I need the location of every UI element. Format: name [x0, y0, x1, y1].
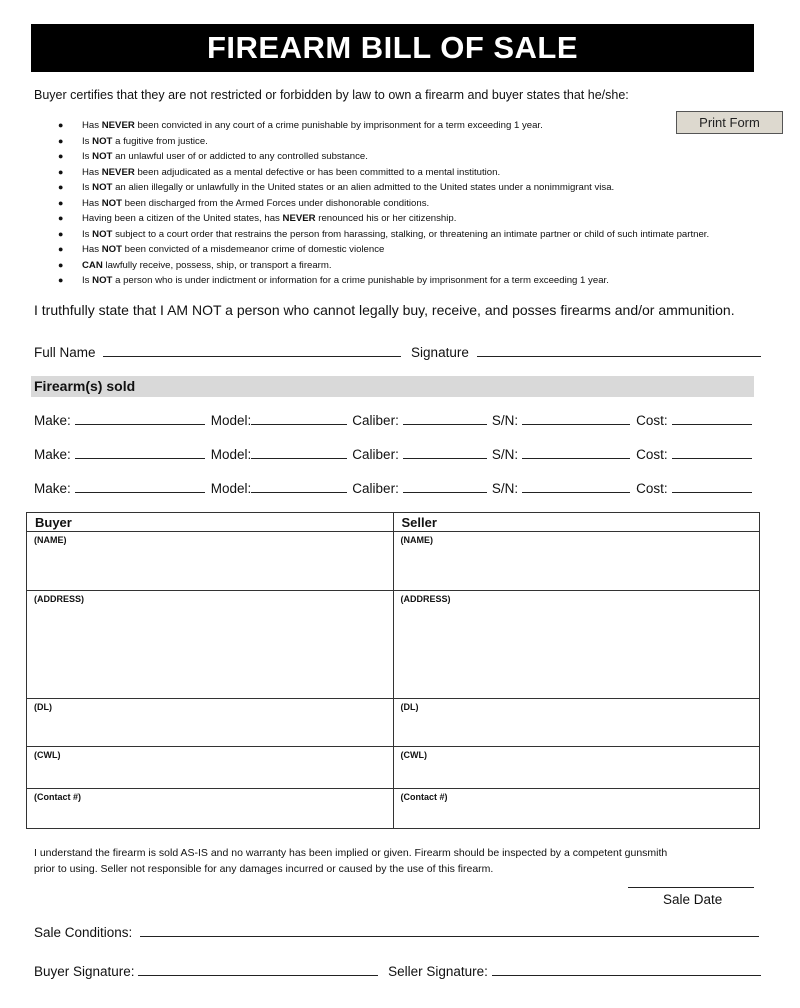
seller-heading: Seller [394, 513, 760, 532]
seller-signature-label: Seller Signature: [388, 964, 488, 979]
sale-conditions-field[interactable] [140, 923, 759, 937]
bullet-icon: ● [58, 151, 64, 161]
firearm-make-field[interactable] [75, 479, 205, 493]
bullet-icon: ● [58, 197, 64, 208]
firearm-row [34, 479, 752, 496]
certification-item [58, 227, 758, 243]
as-is-disclaimer: I understand the firearm is sold AS-IS and no warranty has been implied or given. Firearm should be inspected by a competent gunsmith prior to using. Seller not responsible for any damages incurred or caused by the use of this firearm. [34, 847, 668, 875]
certification-text: a person who is under indictment or information for a crime punishable by imprisonment for a term exceeding 1 year. [112, 275, 609, 286]
certification-emphasis: CAN [82, 259, 103, 271]
certification-text: Is [82, 275, 93, 286]
certification-item [58, 118, 758, 134]
certification-text: been adjudicated as a mental defective or has been committed to a mental institution. [134, 166, 501, 178]
firearm-model-field[interactable] [251, 445, 347, 459]
certification-list [58, 118, 758, 289]
firearm-sn-field[interactable] [522, 445, 630, 459]
signature-field[interactable] [477, 343, 761, 357]
certification-emphasis: NOT [92, 135, 113, 147]
buyer-cwl-cell[interactable]: (CWL) [27, 747, 393, 789]
certification-item [58, 211, 758, 227]
full-name-field[interactable] [103, 343, 401, 357]
certification-text: Has [82, 197, 102, 209]
certification-text: Having been a citizen of the United states, has [82, 213, 283, 224]
firearm-cost-label: Cost: [636, 481, 668, 496]
certification-text: an alien illegally or unlawfully in the United states or an alien admitted to the United states under a nonimmigrant visa. [112, 182, 615, 193]
signature-label: Signature [411, 345, 469, 360]
buyer-heading: Buyer [27, 513, 393, 532]
certification-text: Has [82, 166, 102, 178]
firearm-model-label: Model: [210, 447, 252, 462]
certification-item [58, 165, 758, 181]
buyer-column [27, 513, 393, 828]
certification-text: Is [82, 182, 93, 193]
certification-text: Is [82, 135, 93, 147]
certification-item [58, 134, 758, 150]
certification-emphasis: NOT [101, 197, 122, 209]
firearm-model-field[interactable] [251, 411, 347, 425]
seller-column [393, 513, 760, 828]
firearm-caliber-field[interactable] [403, 411, 487, 425]
firearm-make-label: Make: [34, 413, 71, 428]
certification-text: subject to a court order that restrains the person from harassing, stalking, or threatening an intimate partner or child of such intimate partner. [112, 228, 710, 240]
seller-contact-cell[interactable]: (Contact #) [400, 792, 448, 802]
firearm-cost-field[interactable] [672, 411, 752, 425]
certification-emphasis: NOT [92, 275, 113, 286]
certification-emphasis: NOT [101, 244, 122, 255]
firearm-sn-label: S/N: [491, 413, 519, 428]
firearm-make-field[interactable] [75, 445, 205, 459]
buyer-signature-field[interactable] [138, 962, 378, 976]
certification-text: a fugitive from justice. [112, 135, 208, 147]
firearm-sn-field[interactable] [522, 479, 630, 493]
certification-text: been convicted of a misdemeanor crime of domestic violence [122, 244, 385, 255]
certification-text: Has [82, 244, 102, 255]
firearm-make-field[interactable] [75, 411, 205, 425]
bullet-icon: ● [58, 120, 64, 130]
sale-date-field[interactable] [628, 874, 754, 888]
firearm-caliber-label: Caliber: [352, 447, 399, 462]
seller-cwl-cell[interactable]: (CWL) [394, 747, 760, 789]
certification-item [58, 196, 758, 212]
buyer-signature-label: Buyer Signature: [34, 964, 135, 979]
seller-signature-field[interactable] [492, 962, 761, 976]
seller-dl-cell[interactable]: (DL) [394, 699, 760, 747]
certification-text: been discharged from the Armed Forces under dishonorable conditions. [122, 197, 430, 209]
firearm-sn-field[interactable] [522, 411, 630, 425]
certification-item [58, 180, 758, 196]
firearm-make-label: Make: [34, 481, 71, 496]
bullet-icon: ● [58, 135, 64, 146]
certification-text: Has [82, 120, 102, 131]
seller-name-cell[interactable]: (NAME) [394, 532, 760, 591]
firearm-make-label: Make: [34, 447, 71, 462]
bullet-icon: ● [58, 244, 64, 254]
full-name-row [34, 343, 761, 360]
certification-emphasis: NOT [92, 151, 113, 162]
firearm-row [34, 445, 752, 462]
sale-conditions-label: Sale Conditions: [34, 925, 133, 940]
firearm-caliber-label: Caliber: [352, 413, 399, 428]
certification-emphasis: NEVER [101, 120, 135, 131]
truth-statement: I truthfully state that I AM NOT a person who cannot legally buy, receive, and posses firearms and/or ammunition. [34, 302, 735, 318]
certification-emphasis: NOT [92, 182, 113, 193]
firearm-cost-field[interactable] [672, 445, 752, 459]
bullet-icon: ● [58, 182, 64, 192]
signatures-row [34, 962, 761, 979]
firearm-caliber-field[interactable] [403, 479, 487, 493]
firearm-sn-label: S/N: [491, 447, 519, 462]
buyer-dl-cell[interactable]: (DL) [27, 699, 393, 747]
certification-item [58, 258, 758, 274]
certification-text: Is [82, 151, 93, 162]
party-info-table [26, 512, 760, 829]
bullet-icon: ● [58, 275, 64, 285]
firearm-model-field[interactable] [251, 479, 347, 493]
bullet-icon: ● [58, 213, 64, 223]
certification-item [58, 149, 758, 165]
firearm-cost-field[interactable] [672, 479, 752, 493]
sale-conditions-row [34, 923, 759, 940]
certification-item [58, 242, 758, 258]
seller-address-cell[interactable]: (ADDRESS) [394, 591, 760, 699]
firearm-sn-label: S/N: [491, 481, 519, 496]
print-form-button[interactable]: Print Form [676, 111, 783, 134]
certification-text: Is [82, 228, 93, 240]
firearms-sold-heading: Firearm(s) sold [31, 376, 754, 397]
bullet-icon: ● [58, 228, 64, 239]
buyer-address-cell[interactable]: (ADDRESS) [27, 591, 393, 699]
sale-date-label: Sale Date [663, 892, 723, 907]
buyer-name-cell[interactable]: (NAME) [27, 532, 393, 591]
certification-emphasis: NEVER [282, 213, 316, 224]
bullet-icon: ● [58, 166, 64, 177]
firearm-cost-label: Cost: [636, 413, 668, 428]
certification-text: an unlawful user of or addicted to any controlled substance. [112, 151, 368, 162]
firearm-model-label: Model: [210, 481, 252, 496]
certification-text: been convicted in any court of a crime punishable by imprisonment for a term exceeding 1 year. [134, 120, 543, 131]
buyer-contact-cell[interactable]: (Contact #) [34, 792, 81, 802]
firearm-row [34, 411, 752, 428]
form-title: FIREARM BILL OF SALE [31, 24, 754, 72]
certification-text: renounced his or her citizenship. [315, 213, 457, 224]
firearm-model-label: Model: [210, 413, 252, 428]
firearm-cost-label: Cost: [636, 447, 668, 462]
bullet-icon: ● [58, 259, 64, 270]
firearm-caliber-field[interactable] [403, 445, 487, 459]
firearm-caliber-label: Caliber: [352, 481, 399, 496]
certification-item [58, 273, 758, 289]
certification-emphasis: NOT [92, 228, 113, 240]
certification-text: lawfully receive, possess, ship, or transport a firearm. [102, 259, 332, 271]
full-name-label: Full Name [34, 345, 96, 360]
buyer-certification-intro: Buyer certifies that they are not restricted or forbidden by law to own a firearm and buyer states that he/she: [34, 88, 629, 102]
certification-emphasis: NEVER [101, 166, 135, 178]
